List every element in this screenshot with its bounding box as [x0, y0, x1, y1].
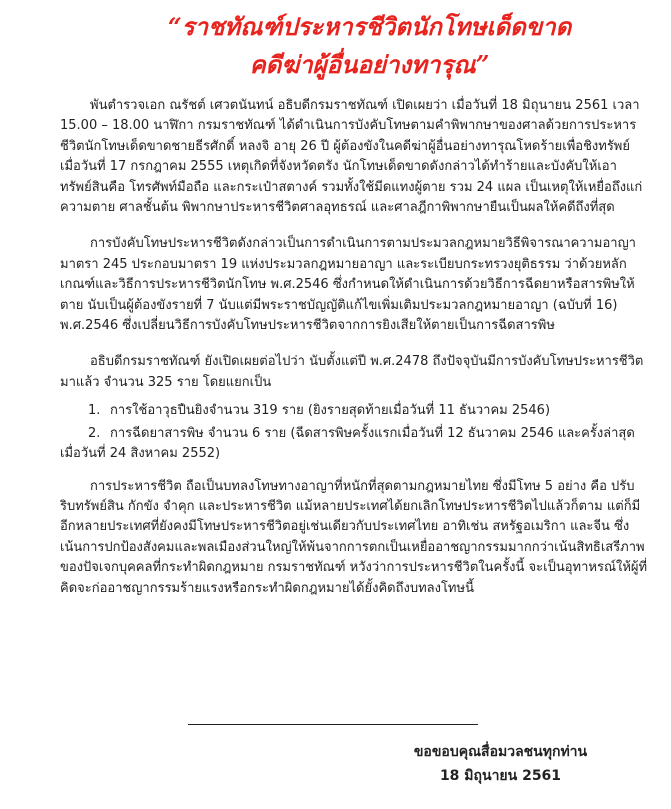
divider-line — [188, 724, 478, 725]
list-item — [60, 424, 649, 465]
list-item-text: การฉีดยาสารพิษ จำนวน 6 ราย (ฉีดสารพิษครั้งแรกเมื่อวันที่ 12 ธันวาคม 2546 และครั้งล่าสุดเมื่อวันที่ 24 สิงหาคม 2552) — [60, 425, 635, 462]
list-item-text: การใช้อาวุธปืนยิงจำนวน 319 ราย (ยิงรายสุดท้ายเมื่อวันที่ 11 ธันวาคม 2546) — [110, 403, 551, 419]
headline-line-2: คดีฆ่าผู้อื่นอย่างทารุณ” — [249, 50, 490, 79]
headline-line-1: “ราชทัณฑ์ประหารชีวิตนักโทษเด็ดขาด — [167, 12, 572, 41]
list-item — [60, 401, 649, 421]
execution-method-list — [60, 401, 649, 464]
release-date: 18 มิถุนายน 2561 — [439, 768, 562, 784]
list-item-number: 2. — [88, 425, 101, 441]
list-item-number: 1. — [88, 403, 101, 419]
paragraph-statistics: อธิบดีกรมราชทัณฑ์ ยังเปิดเผยต่อไปว่า นับตั้งแต่ปี พ.ศ.2478 ถึงปัจจุบันมีการบังคับโทษประหารชีวิตมาแล้ว จำนวน 325 ราย โดยแยกเป็น — [60, 354, 644, 390]
thanks-text: ขอขอบคุณสื่อมวลชนทุกท่าน — [413, 744, 588, 760]
paragraph-closing: การประหารชีวิต ถือเป็นบทลงโทษทางอาญาที่หนักที่สุดตามกฎหมายไทย ซึ่งมีโทษ 5 อย่าง คือ ปรับ ริบทรัพย์สิน กักขัง จำคุก และประหารชีวิต แม้หลายประเทศได้ยกเลิกโทษประหารชีวิตไปแล้วก็ตาม แต่ก็มีอีกหลายประเทศที่ยังคงมีโทษประหารชีวิตอยู่เช่นเดียวกับประเทศไทย อาทิเช่น สหรัฐอเมริกา และจีน ซึ่งเน้นการปกป้องสังคมและพลเมืองส่วนใหญ่ให้พ้นจากการตกเป็นเหยื่ออาชญากรรมมากกว่าเน้นสิทธิเสรีภาพของปัจเจกบุคคลที่กระทำผิดกฎหมาย กรมราชทัณฑ์ หวังว่าการประหารชีวิตในครั้งนี้ จะเป็นอุทาหรณ์ให้ผู้ที่คิดจะก่ออาชญากรรมร้ายแรงหรือกระทำผิดกฎหมายได้ยั้งคิดถึงบทลงโทษนี้ — [60, 478, 648, 596]
body-text — [60, 96, 649, 599]
paragraph-announcement: พันตำรวจเอก ณรัชต์ เศวตนันทน์ อธิบดีกรมราชทัณฑ์ เปิดเผยว่า เมื่อวันที่ 18 มิถุนายน 2561 เวลา 15.00 – 18.00 นาฬิกา กรมราชทัณฑ์ ได้ดำเนินการบังคับโทษตามคำพิพากษาของศาลด้วยการประหารชีวิตนักโทษเด็ดขาดชายธีรศักดิ์ หลงจิ อายุ 26 ปี ผู้ต้องขังในคดีฆ่าผู้อื่นอย่างทารุณโหดร้ายเพื่อชิงทรัพย์ เมื่อวันที่ 17 กรกฎาคม 2555 เหตุเกิดที่จังหวัดตรัง นักโทษเด็ดขาดดังกล่าวได้ทำร้ายและบังคับให้เอาทรัพย์สินคือ โทรศัพท์มือถือ และกระเป๋าสตางค์ รวมทั้งใช้มีดแทงผู้ตาย รวม 24 แผล เป็นเหตุให้เหยื่อถึงแก่ความตาย ศาลชั้นต้น พิพากษาประหารชีวิตศาลอุทธรณ์ และศาลฎีกาพิพากษายืนเป็นผลให้คดีถึงที่สุด — [60, 98, 643, 216]
paragraph-legal-basis: การบังคับโทษประหารชีวิตดังกล่าวเป็นการดำเนินการตามประมวลกฎหมายวิธีพิจารณาความอาญา มาตรา 245 ประกอบมาตรา 19 แห่งประมวลกฎหมายอาญา และระเบียบกระทรวงยุติธรรม ว่าด้วยหลักเกณฑ์และวิธีการประหารชีวิตนักโทษ พ.ศ.2546 ซึ่งกำหนดให้ดำเนินการด้วยวิธีการฉีดยาหรือสารพิษให้ตาย นับเป็นผู้ต้องขังรายที่ 7 นับแต่มีพระราชบัญญัติแก้ไขเพิ่มเติมประมวลกฎหมายอาญา (ฉบับที่ 16) พ.ศ.2546 ซึ่งเปลี่ยนวิธีการบังคับโทษประหารชีวิตจากการยิงเสียให้ตายเป็นการฉีดสารพิษ — [60, 236, 636, 334]
signature-block — [0, 740, 671, 788]
